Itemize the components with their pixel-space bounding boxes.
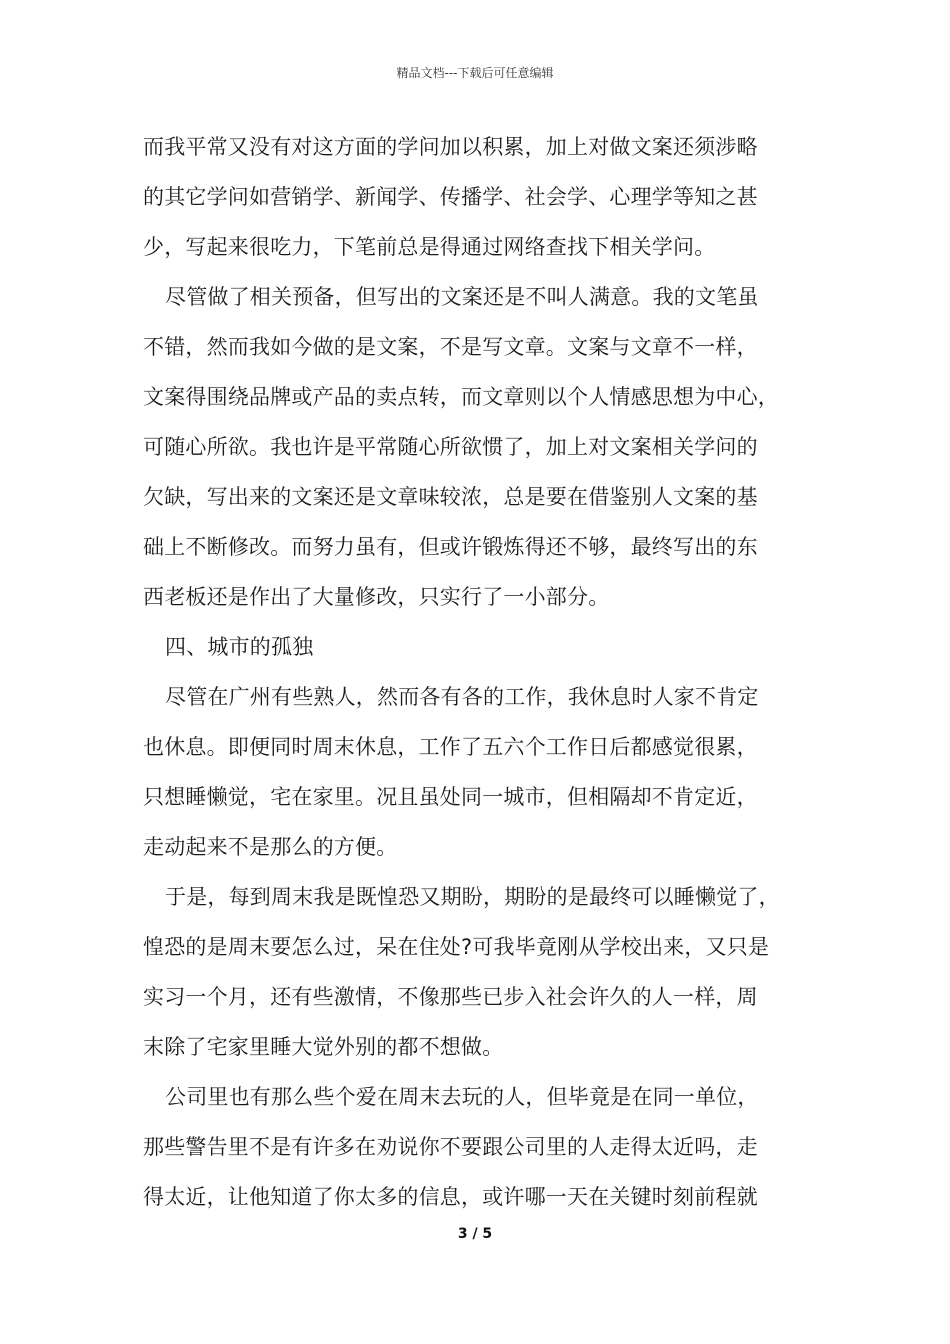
body-line: 少，写起来很吃力，下笔前总是得通过网络查找下相关学问。 [143,235,716,259]
body-line: 也休息。即便同时周末休息，工作了五六个工作日后都感觉很累， [143,735,758,759]
body-line: 走动起来不是那么的方便。 [143,835,398,859]
section-heading: 四、城市的孤独 [165,635,314,659]
body-line: 只想睡懒觉，宅在家里。况且虽处同一城市，但相隔却不肯定近， [143,785,758,809]
page-number: 3 / 5 [457,1226,493,1242]
paragraph-start-line: 于是，每到周末我是既惶恐又期盼，期盼的是最终可以睡懒觉了， [165,885,780,909]
body-line: 欠缺，写出来的文案还是文章味较浓，总是要在借鉴别人文案的基 [143,485,758,509]
body-line: 那些警告里不是有许多在劝说你不要跟公司里的人走得太近吗，走 [143,1135,758,1159]
body-line: 实习一个月，还有些激情，不像那些已步入社会许久的人一样，周 [143,985,758,1009]
paragraph-start-line: 公司里也有那么些个爱在周末去玩的人，但毕竟是在同一单位， [165,1085,759,1109]
body-line: 末除了宅家里睡大觉外别的都不想做。 [143,1035,504,1059]
body-line: 得太近，让他知道了你太多的信息，或许哪一天在关键时刻前程就 [143,1185,758,1209]
paragraph-start-line: 尽管做了相关预备，但写出的文案还是不叫人满意。我的文笔虽 [165,285,759,309]
paragraph-start-line: 尽管在广州有些熟人，然而各有各的工作，我休息时人家不肯定 [165,685,759,709]
body-line: 的其它学问如营销学、新闻学、传播学、社会学、心理学等知之甚 [143,185,758,209]
body-line: 可随心所欲。我也许是平常随心所欲惯了，加上对文案相关学问的 [143,435,758,459]
body-line: 西老板还是作出了大量修改，只实行了一小部分。 [143,585,610,609]
body-line: 文案得围绕品牌或产品的卖点转，而文章则以个人情感思想为中心， [143,385,779,409]
document-header: 精品文档---下载后可任意编辑 [396,66,554,80]
body-line: 而我平常又没有对这方面的学问加以积累，加上对做文案还须涉略 [143,135,758,159]
body-line: 不错，然而我如今做的是文案，不是写文章。文案与文章不一样， [143,335,758,359]
body-line: 础上不断修改。而努力虽有，但或许锻炼得还不够，最终写出的东 [143,535,758,559]
body-line: 惶恐的是周末要怎么过，呆在住处?可我毕竟刚从学校出来，又只是 [143,935,770,959]
document-body [143,126,813,1226]
